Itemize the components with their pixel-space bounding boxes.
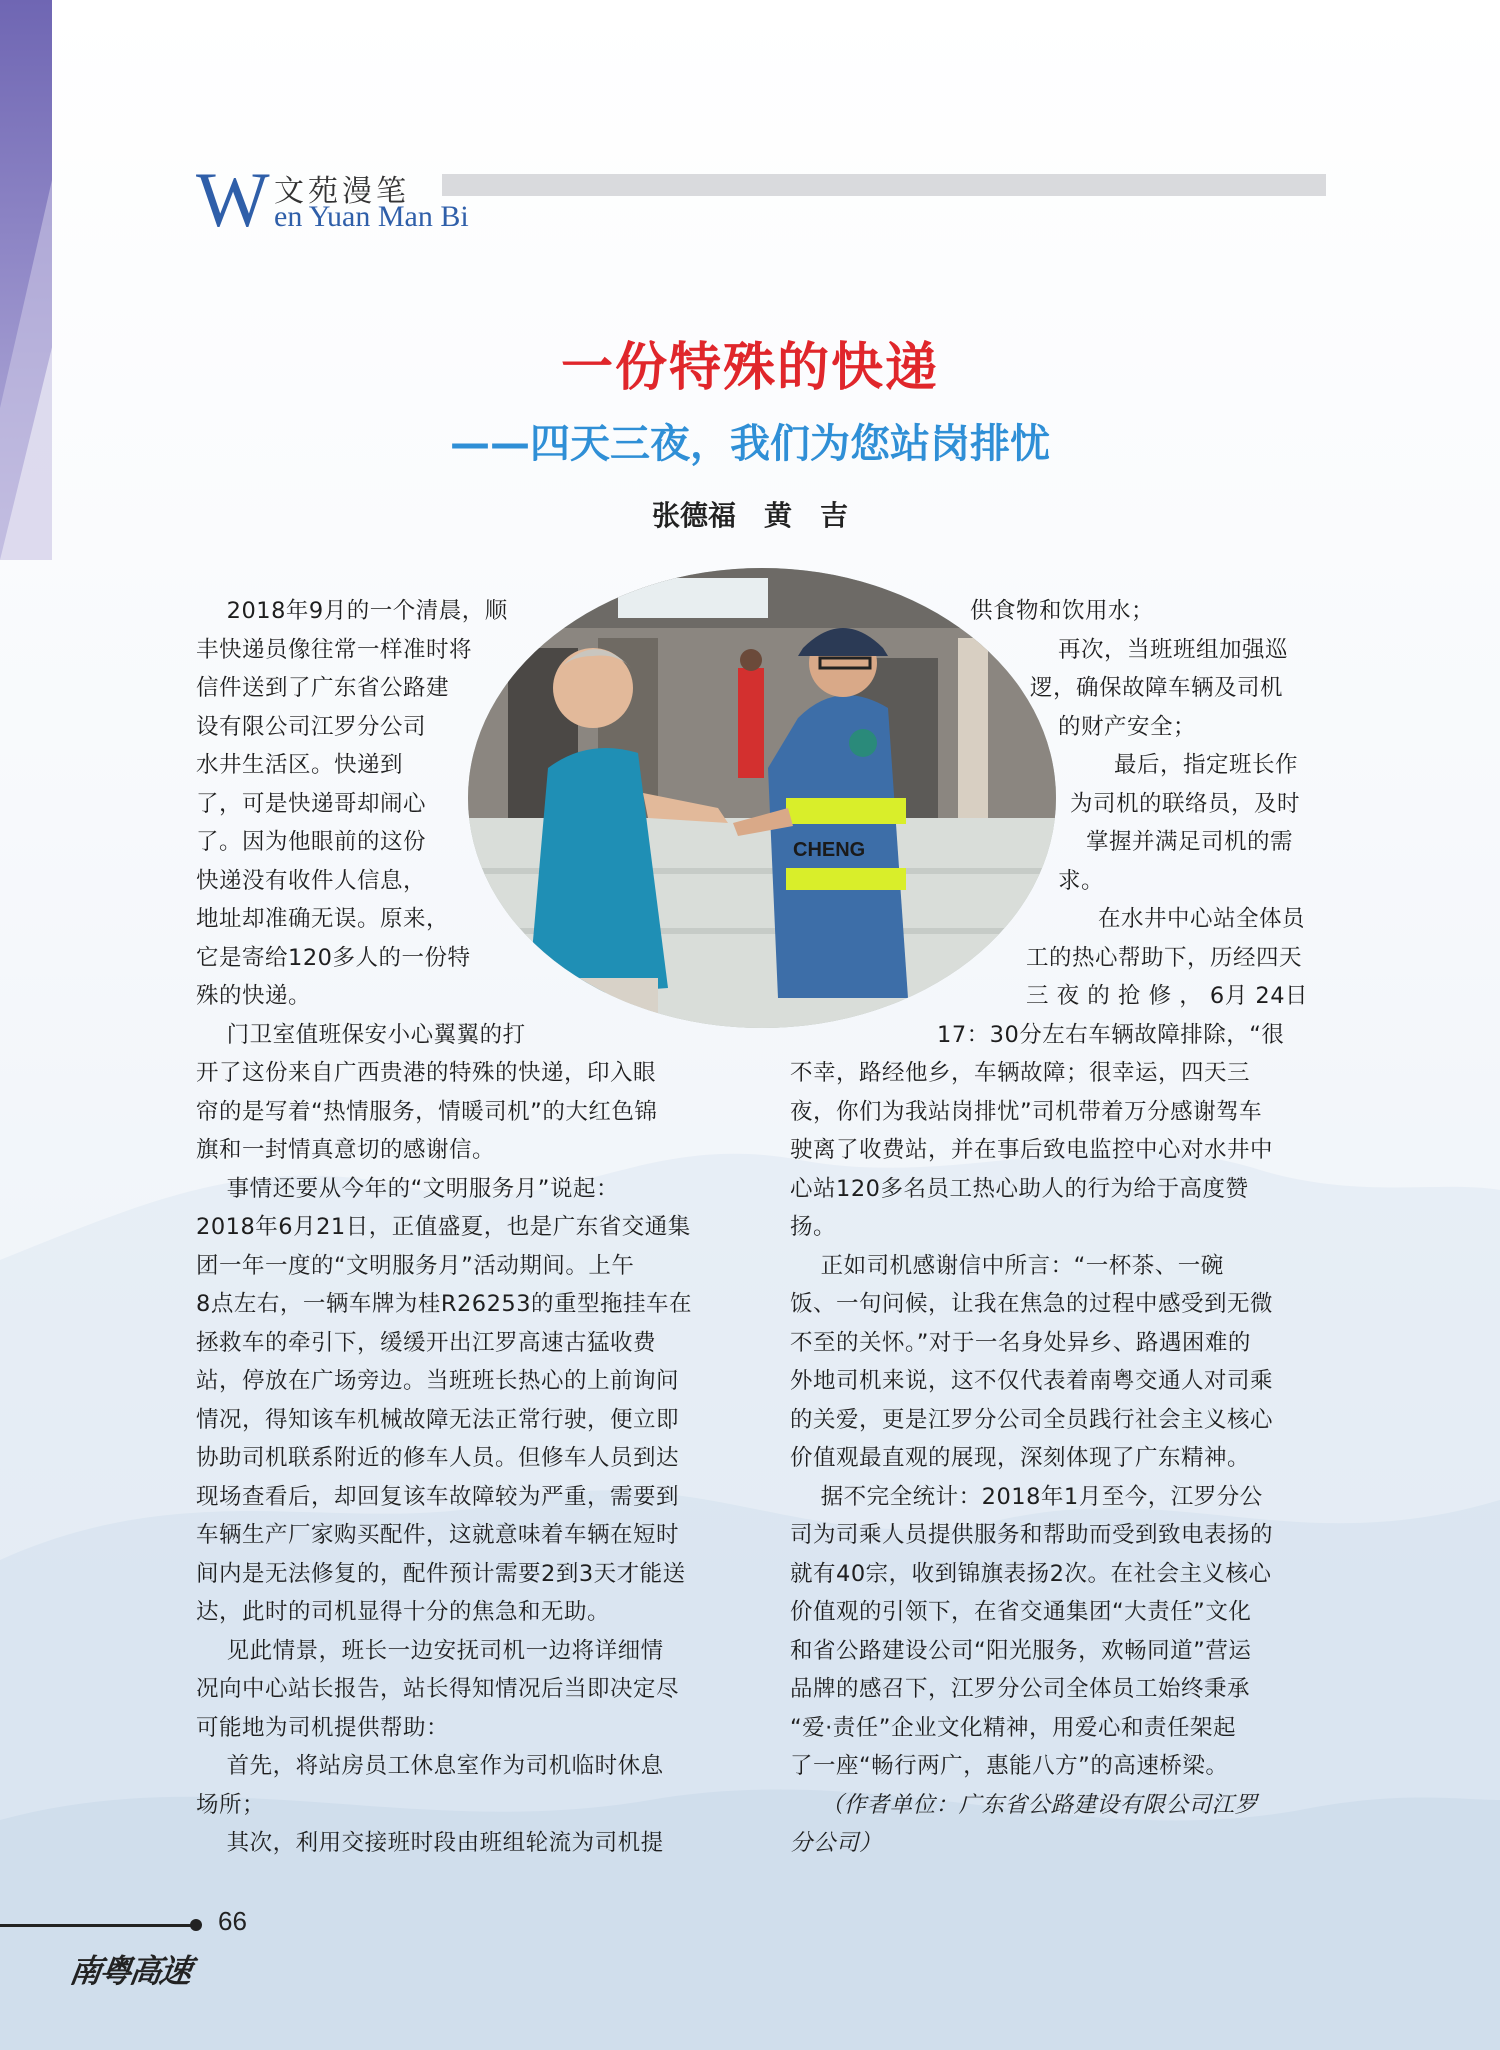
right-column-line: 扬。 <box>790 1214 837 1240</box>
right-column-line: 供食物和饮用水； <box>970 598 1155 624</box>
left-column-line: 帘的是写着“热情服务，情暖司机”的大红色锦 <box>196 1098 658 1125</box>
left-column-line: 门卫室值班保安小心翼翼的打 <box>196 1021 526 1048</box>
right-column-line: 据不完全统计：2018年1月至今，江罗分公 <box>790 1483 1263 1510</box>
right-column-line: 饭、一句问候，让我在焦急的过程中感受到无微 <box>790 1291 1274 1317</box>
left-column-line: 达，此时的司机显得十分的焦急和无助。 <box>196 1599 611 1625</box>
right-column-line: 的财产安全； <box>1058 713 1197 740</box>
article-subtitle: ——四天三夜，我们为您站岗排忧 <box>450 421 1050 467</box>
right-column-line: 在水井中心站全体员 <box>1098 906 1306 932</box>
left-column-line: 殊的快递。 <box>196 983 312 1009</box>
right-column-line: 不至的关怀。”对于一名身处异乡、路遇困难的 <box>790 1329 1251 1356</box>
left-column-line: 间内是无法修复的，配件预计需要2到3天才能送 <box>196 1560 686 1587</box>
right-column-line: 工的热心帮助下，历经四天 <box>1026 944 1303 971</box>
left-column-line: 站，停放在广场旁边。当班班长热心的上前询问 <box>196 1368 680 1394</box>
right-column-line: 分公司） <box>790 1830 883 1856</box>
left-column-line: 情况，得知该车机械故障无法正常行驶，便立即 <box>196 1406 680 1433</box>
right-column-line: 最后，指定班长作 <box>1114 752 1299 778</box>
left-column-line: 现场查看后，却回复该车故障较为严重，需要到 <box>196 1483 680 1510</box>
left-column-line: 协助司机联系附近的修车人员。但修车人员到达 <box>196 1445 680 1471</box>
right-column-line: 就有40宗，收到锦旗表扬2次。在社会主义核心 <box>790 1560 1272 1587</box>
right-column-line: 三 夜 的 抢 修 ， 6月 24日 <box>1026 983 1309 1009</box>
section-header-bar <box>442 174 1326 196</box>
right-column-line: “爱·责任”企业文化精神，用爱心和责任架起 <box>790 1714 1236 1741</box>
left-column-line: 它是寄给120多人的一份特 <box>196 944 471 971</box>
page-number: 66 <box>218 1906 247 1936</box>
left-column-line: 旗和一封情真意切的感谢信。 <box>196 1137 496 1163</box>
magazine-logo: 南粤高速 <box>67 1952 193 1990</box>
right-column-line: 正如司机感谢信中所言：“一杯茶、一碗 <box>790 1252 1224 1279</box>
left-column-line: 开了这份来自广西贵港的特殊的快递，印入眼 <box>196 1060 657 1086</box>
left-column-line: 地址却准确无误。原来， <box>196 906 450 932</box>
right-column-line: 为司机的联络员，及时 <box>1070 790 1301 817</box>
right-column-line: 求。 <box>1058 867 1105 894</box>
right-column-line: 再次，当班班组加强巡 <box>1058 636 1289 663</box>
left-column-line: 2018年9月的一个清晨，顺 <box>196 598 508 624</box>
left-column-line: 了，可是快递哥却闹心 <box>196 790 427 817</box>
right-column-line: 的关爱，更是江罗分公司全员践行社会主义核心 <box>790 1406 1274 1433</box>
left-column-line: 了。因为他眼前的这份 <box>196 829 427 855</box>
footer-rule <box>0 1924 196 1927</box>
left-column-line: 2018年6月21日，正值盛夏，也是广东省交通集 <box>196 1214 691 1240</box>
left-column-line: 其次，利用交接班时段由班组轮流为司机提 <box>196 1830 664 1856</box>
article-photo <box>468 568 1056 1028</box>
right-column-line: 价值观的引领下，在省交通集团“大责任”文化 <box>790 1599 1252 1625</box>
left-column-line: 拯救车的牵引下，缓缓开出江罗高速古猛收费 <box>196 1329 657 1356</box>
left-column-line: 况向中心站长报告，站长得知情况后当即决定尽 <box>196 1676 680 1702</box>
article-title: 一份特殊的快递 <box>560 338 939 398</box>
right-column-line: 不幸，路经他乡，车辆故障；很幸运，四天三 <box>790 1060 1251 1086</box>
article-authors: 张德福 黄 吉 <box>651 499 848 532</box>
right-column-line: 夜，你们为我站岗排忧”司机带着万分感谢驾车 <box>790 1098 1263 1125</box>
left-column-line: 可能地为司机提供帮助： <box>196 1714 450 1741</box>
section-letter: W <box>196 156 270 243</box>
left-column-line: 水井生活区。快递到 <box>196 752 404 778</box>
left-column-line: 见此情景，班长一边安抚司机一边将详细情 <box>196 1637 664 1664</box>
right-column-line: 外地司机来说，这不仅代表着南粤交通人对司乘 <box>790 1368 1274 1394</box>
right-column-line: 驶离了收费站，并在事后致电监控中心对水井中 <box>790 1137 1274 1163</box>
vest-text: CHENG <box>793 839 866 861</box>
right-column-line: 逻，确保故障车辆及司机 <box>1030 675 1284 701</box>
right-column-line: （作者单位：广东省公路建设有限公司江罗 <box>790 1791 1258 1818</box>
left-column-line: 车辆生产厂家购买配件，这就意味着车辆在短时 <box>196 1522 680 1548</box>
left-column-line: 8点左右，一辆车牌为桂R26253的重型拖挂车在 <box>196 1291 693 1317</box>
left-column-line: 信件送到了广东省公路建 <box>196 675 450 701</box>
left-column-line: 场所； <box>196 1791 266 1818</box>
section-header <box>196 156 1326 243</box>
right-column-line: 价值观最直观的展现，深刻体现了广东精神。 <box>790 1445 1251 1471</box>
left-column-line: 首先，将站房员工休息室作为司机临时休息 <box>196 1753 664 1779</box>
right-column-line: 司为司乘人员提供服务和帮助而受到致电表扬的 <box>790 1522 1274 1548</box>
left-column-line: 团一年一度的“文明服务月”活动期间。上午 <box>196 1252 635 1279</box>
right-column-line: 了一座“畅行两广，惠能八方”的高速桥梁。 <box>790 1753 1229 1779</box>
section-title-chinese: 文苑漫笔 <box>274 174 410 209</box>
right-column-line: 掌握并满足司机的需 <box>1086 829 1294 855</box>
right-column-line: 17：30分左右车辆故障排除，“很 <box>937 1021 1285 1048</box>
right-column-line: 和省公路建设公司“阳光服务，欢畅同道”营运 <box>790 1637 1252 1664</box>
right-column-line: 心站120多名员工热心助人的行为给于高度赞 <box>790 1175 1249 1202</box>
left-column-line: 事情还要从今年的“文明服务月”说起： <box>196 1175 619 1202</box>
left-column-line: 设有限公司江罗分公司 <box>196 713 427 740</box>
section-title-english: en Yuan Man Bi <box>274 200 469 233</box>
footer-dot <box>190 1919 202 1931</box>
left-column-line: 快递没有收件人信息， <box>196 867 427 894</box>
left-column-line: 丰快递员像往常一样准时将 <box>196 636 473 663</box>
right-column-line: 品牌的感召下，江罗分公司全体员工始终秉承 <box>790 1676 1251 1702</box>
